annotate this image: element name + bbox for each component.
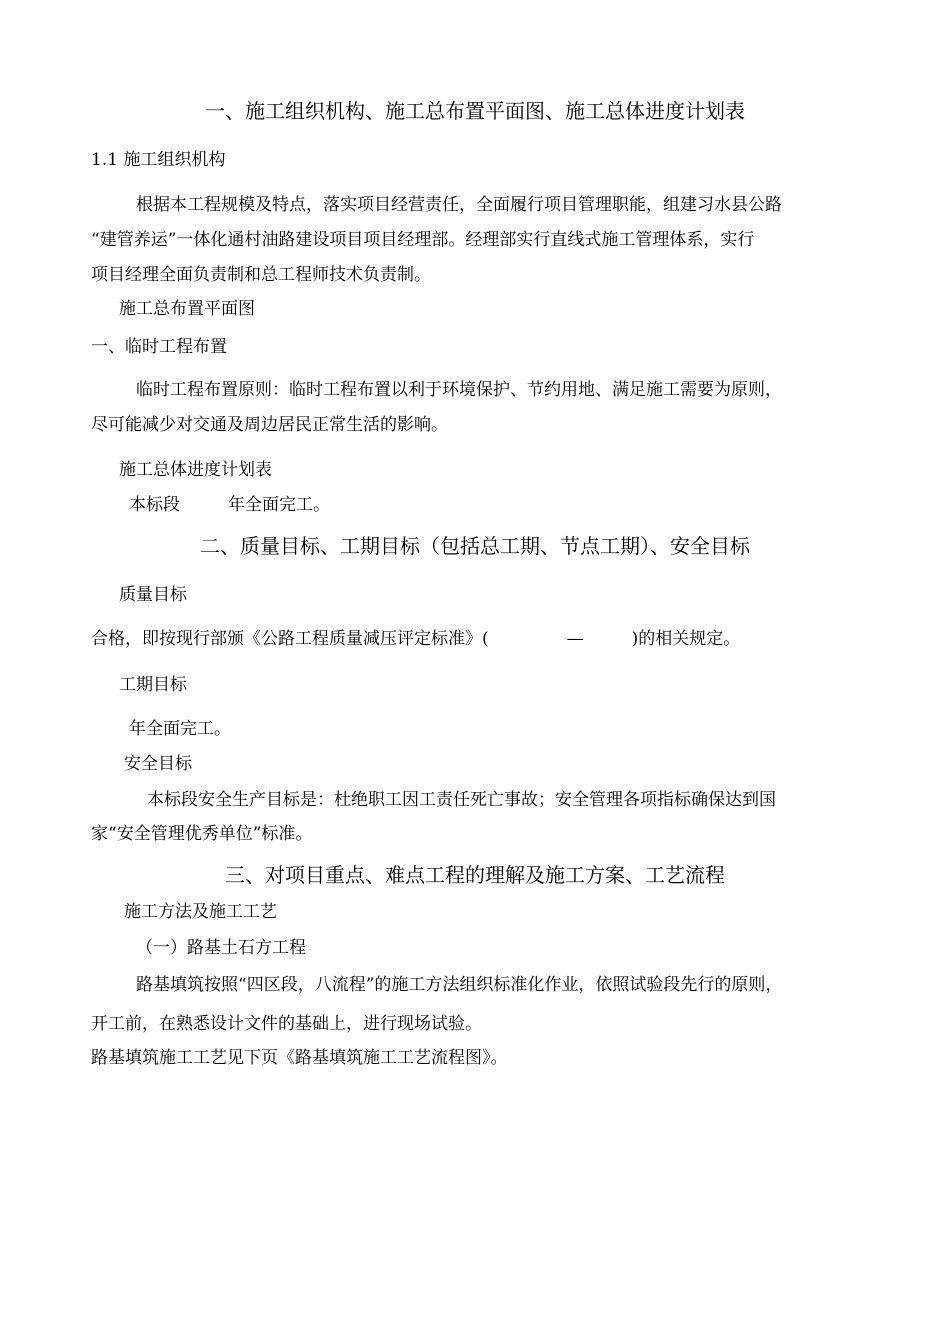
schedule-line: [129, 494, 330, 516]
section-heading-3: 三、对项目重点、难点工程的理解及施工方案、工艺流程: [225, 863, 725, 887]
subsection-title-quality: 质量目标: [119, 585, 187, 605]
paragraph-line: 路基填筑施工工艺见下页《路基填筑施工工艺流程图》。: [91, 1048, 508, 1068]
subsection-title-layout: 施工总布置平面图: [119, 299, 255, 319]
quality-line: [91, 628, 740, 650]
subsection-title-temporary: 一、临时工程布置: [91, 337, 227, 357]
subsection-title-safety: 安全目标: [124, 754, 192, 774]
subsection-title-subgrade: （一）路基土石方工程: [136, 938, 306, 958]
paragraph-line: “建管养运”一体化通村油路建设项目项目经理部。经理部实行直线式施工管理体系，实行: [91, 230, 755, 250]
subsection-title-period: 工期目标: [119, 675, 187, 695]
period-text: 年全面完工。: [129, 719, 231, 739]
quality-text-b: )的相关规定。: [631, 629, 741, 649]
subsection-title-schedule: 施工总体进度计划表: [119, 460, 272, 480]
paragraph-line: 家“安全管理优秀单位”标准。: [91, 824, 313, 844]
paragraph-line: 开工前，在熟悉设计文件的基础上，进行现场试验。: [91, 1014, 482, 1034]
paragraph-line: 项目经理全面负责制和总工程师技术负责制。: [91, 265, 431, 285]
paragraph-line: 临时工程布置原则：临时工程布置以利于环境保护、节约用地、满足施工需要为原则，: [136, 380, 782, 400]
quality-text-a: 合格，即按现行部颁《公路工程质量减压评定标准》(: [91, 629, 489, 649]
schedule-text-a: 本标段: [129, 495, 180, 515]
section-heading-1: 一、施工组织机构、施工总布置平面图、施工总体进度计划表: [205, 99, 745, 123]
paragraph-line: 本标段安全生产目标是：杜绝职工因工责任死亡事故；安全管理各项指标确保达到国: [147, 790, 776, 810]
subsection-title-method: 施工方法及施工工艺: [124, 902, 277, 922]
subsection-title-org: 1.1 施工组织机构: [91, 150, 226, 170]
schedule-text-b: 年全面完工。: [228, 495, 330, 515]
paragraph-line: 尽可能减少对交通及周边居民正常生活的影响。: [91, 415, 448, 435]
section-heading-2: 二、质量目标、工期目标（包括总工期、节点工期）、安全目标: [200, 534, 750, 558]
paragraph-line: 根据本工程规模及特点，落实项目经营责任，全面履行项目管理职能，组建习水县公路: [136, 195, 782, 215]
paragraph-line: 路基填筑按照“四区段，八流程”的施工方法组织标准化作业，依照试验段先行的原则，: [136, 975, 783, 995]
quality-dash: —: [566, 629, 584, 649]
